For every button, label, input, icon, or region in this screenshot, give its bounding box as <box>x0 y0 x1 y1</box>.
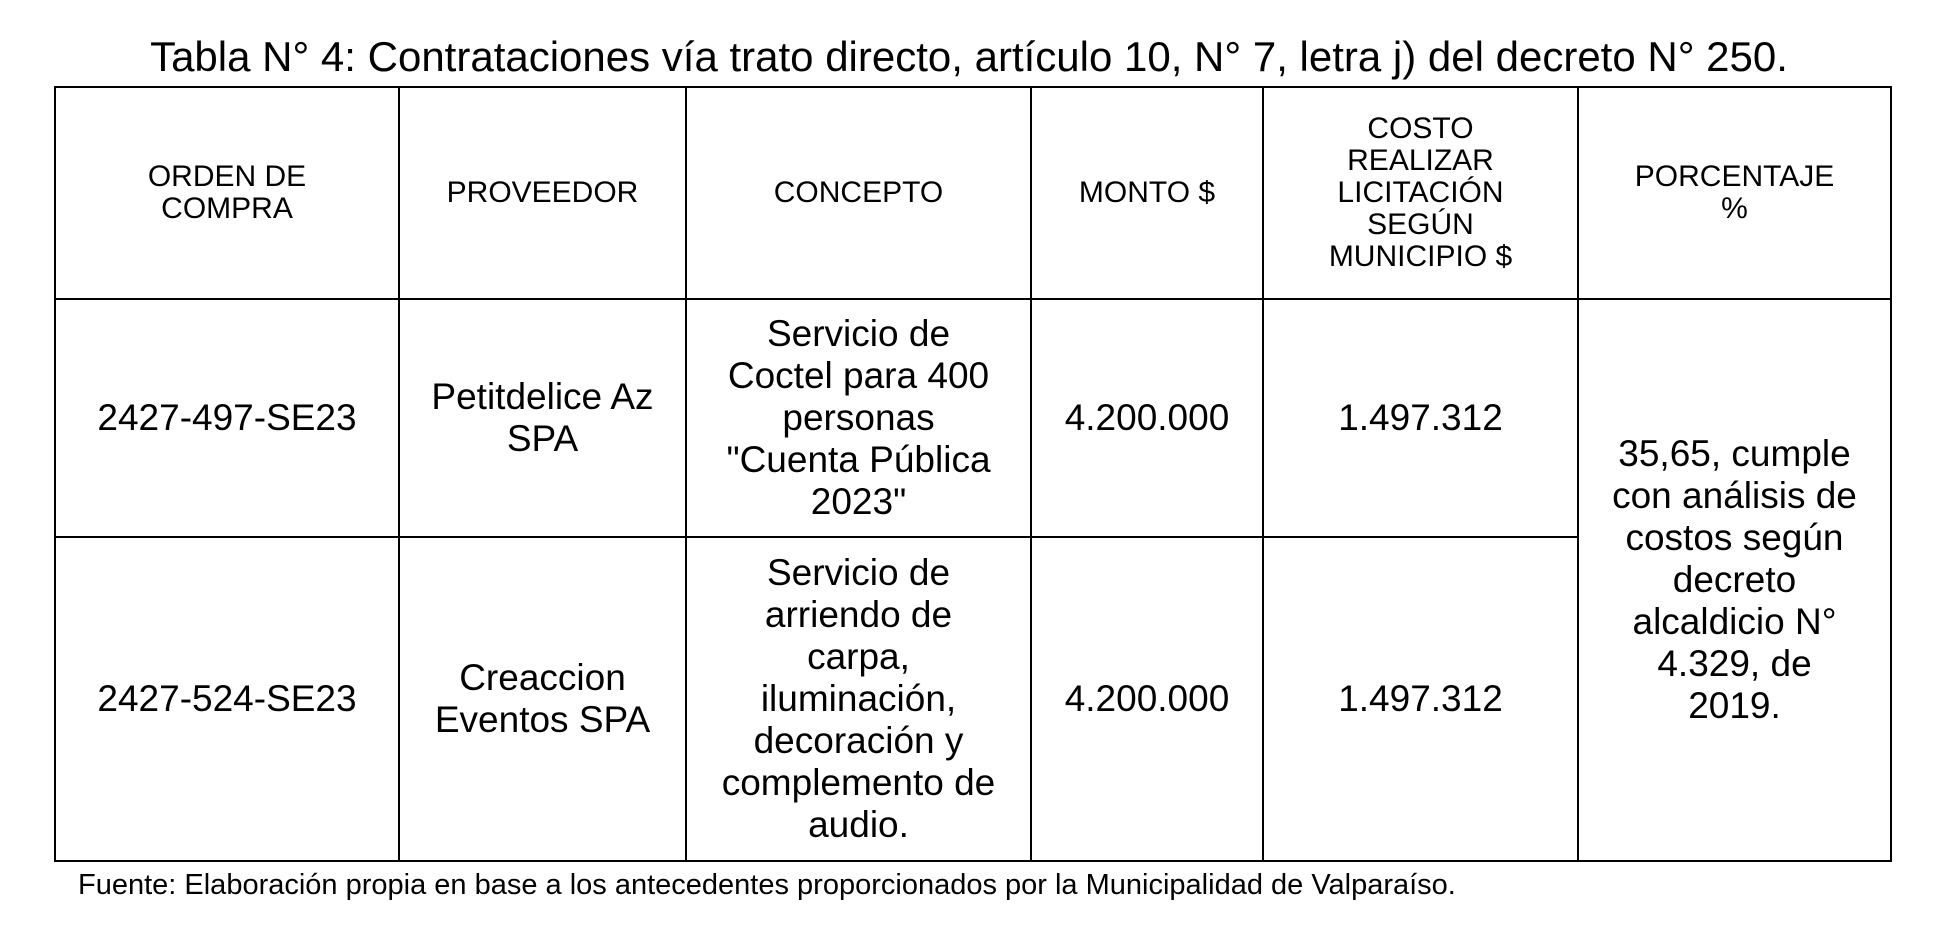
cell-orden: 2427-497-SE23 <box>55 299 399 537</box>
table-caption: Tabla N° 4: Contrataciones vía trato directo, artículo 10, N° 7, letra j) del decreto N° 250. <box>150 33 1788 80</box>
table-header-row <box>55 87 1891 299</box>
header-costo-realizar-licitacion: COSTO REALIZAR LICITACIÓN SEGÚN MUNICIPIO $ <box>1263 87 1578 299</box>
cell-costo: 1.497.312 <box>1263 537 1578 861</box>
cell-orden: 2427-524-SE23 <box>55 537 399 861</box>
cell-monto: 4.200.000 <box>1031 299 1263 537</box>
cell-monto: 4.200.000 <box>1031 537 1263 861</box>
cell-concepto: Servicio de Coctel para 400 personas "Cuenta Pública 2023" <box>686 299 1031 537</box>
header-proveedor: PROVEEDOR <box>399 87 686 299</box>
cell-proveedor: Creaccion Eventos SPA <box>399 537 686 861</box>
cell-porcentaje: 35,65, cumple con análisis de costos según decreto alcaldicio N° 4.329, de 2019. <box>1578 299 1891 861</box>
header-porcentaje: PORCENTAJE % <box>1578 87 1891 299</box>
contracts-table <box>54 86 1892 862</box>
header-orden-de-compra: ORDEN DE COMPRA <box>55 87 399 299</box>
cell-concepto: Servicio de arriendo de carpa, iluminación, decoración y complemento de audio. <box>686 537 1031 861</box>
header-concepto: CONCEPTO <box>686 87 1031 299</box>
source-note: Fuente: Elaboración propia en base a los antecedentes proporcionados por la Municipalidad de Valparaíso. <box>78 869 1456 901</box>
header-monto: MONTO $ <box>1031 87 1263 299</box>
cell-costo: 1.497.312 <box>1263 299 1578 537</box>
table-row <box>55 299 1891 537</box>
cell-proveedor: Petitdelice Az SPA <box>399 299 686 537</box>
